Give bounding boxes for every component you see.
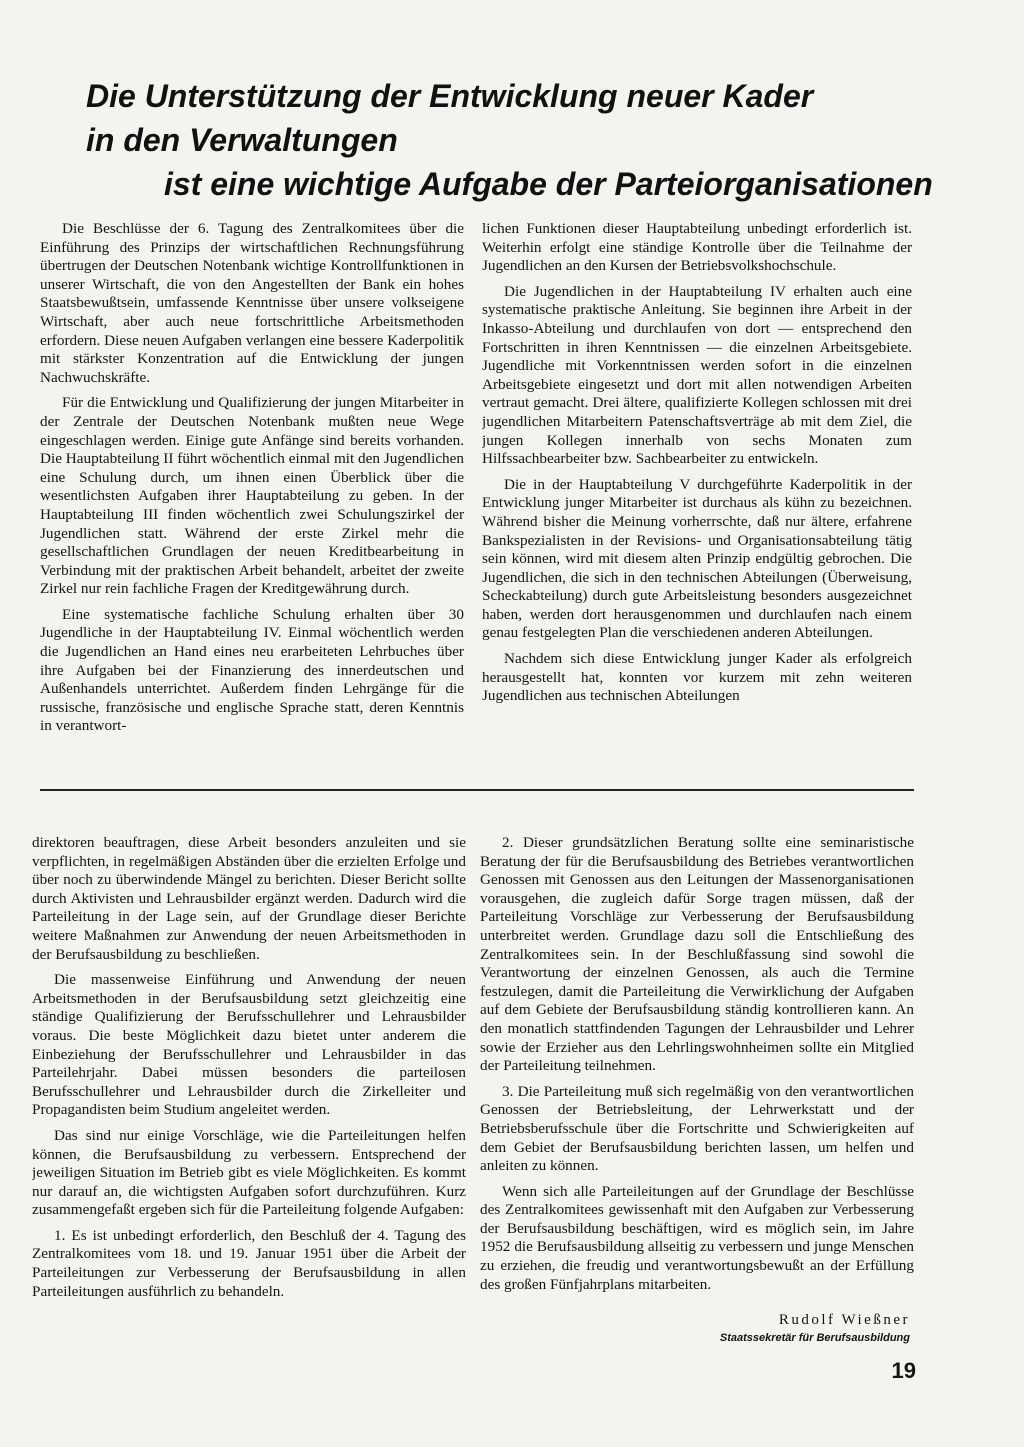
- paragraph-continuation: direktoren beauftragen, diese Arbeit besonders anzuleiten und sie verpflichten, in regelmäßigen Abständen über die erzielten Erfolge und über noch zu überwindende Mängel zu berichten. Dieser Bericht sollte durch Aktivisten und Lehrausbilder ergänzt werden. Dadurch wird die Parteileitung in der Lage sein, auf der Grundlage dieser Berichte weitere Maßnahmen zur Anwendung der neuen Arbeitsmethoden in der Berufsausbildung zu beschließen.: [32, 834, 466, 963]
- top-left-column: [40, 220, 464, 760]
- section-divider: [40, 789, 914, 791]
- headline-line-3: ist eine wichtige Aufgabe der Parteiorganisationen: [164, 166, 933, 202]
- headline-line-2: in den Verwaltungen: [86, 122, 398, 158]
- bottom-left-column: [32, 834, 466, 1354]
- page-number: 19: [891, 1358, 916, 1383]
- top-right-column: [482, 220, 912, 760]
- paragraph: 1. Es ist unbedingt erforderlich, den Beschluß der 4. Tagung des Zentralkomitees vom 18. und 19. Januar 1951 über die Arbeit der Parteileitungen zur Verbesserung der Berufsausbildung in allen Parteileitungen ausführlich zu behandeln.: [32, 1226, 466, 1300]
- headline-line-1: Die Unterstützung der Entwicklung neuer Kader: [86, 78, 814, 114]
- article-headline: [82, 74, 942, 206]
- paragraph: Für die Entwicklung und Qualifizierung der jungen Mitarbeiter in der Zentrale der Deutschen Notenbank mußten neue Wege eingeschlagen werden. Einige gute Anfänge sind bereits vorhanden. Die Hauptabteilung II führt wöchentlich einmal mit den Jugendlichen eine Schulung durch, um ihnen einen Überblick über die wesentlichsten Aufgaben ihrer Hauptabteilung zu geben. In der Hauptabteilung III finden wöchentlich zwei Schulungszirkel der Jugendlichen statt. Während der erste Zirkel mehr die gesellschaftlichen Grundlagen der neuen Kreditbearbeitung in Verbindung mit der praktischen Arbeit behandelt, arbeitet der zweite Zirkel nur rein fachliche Fragen der Kreditgewährung durch.: [40, 394, 464, 598]
- paragraph: 3. Die Parteileitung muß sich regelmäßig von den verantwortlichen Genossen der Betriebsleitung, der Lehrwerkstatt und der Betriebsberufsschule über die Fortschritte und Schwierigkeiten auf dem Gebiet der Berufsausbildung berichten lassen, um helfen und anleiten zu können.: [480, 1082, 914, 1175]
- author-role: Staatssekretär für Berufsausbildung: [719, 1332, 910, 1344]
- author-name: Rudolf Wießner: [778, 1312, 910, 1328]
- paragraph: Nachdem sich diese Entwicklung junger Kader als erfolgreich herausgestellt hat, konnten vor kurzem mit zehn weiteren Jugendlichen aus technischen Abteilungen: [482, 650, 912, 705]
- paragraph: Die Jugendlichen in der Hauptabteilung IV erhalten auch eine systematische praktische Anleitung. Sie beginnen ihre Arbeit in der Inkasso-Abteilung und durchlaufen von dort — entsprechend den Fortschritten in ihren Kenntnissen — die einzelnen Arbeitsgebiete. Jugendliche mit Vorkenntnissen werden sofort in die einzelnen Arbeitsgebiete eingesetzt und dort mit allen notwendigen Arbeiten vertraut gemacht. Drei ältere, qualifizierte Kollegen schlossen mit drei jugendlichen Mitarbeitern Patenschaftsverträge ab mit dem Ziel, die jungen Kollegen innerhalb von sechs Monaten zum Hilfssachbearbeiter bzw. Sachbearbeiter zu entwickeln.: [482, 282, 912, 468]
- paragraph: Die massenweise Einführung und Anwendung der neuen Arbeitsmethoden in der Berufsausbildung setzt gleichzeitig eine ständige Qualifizierung der Berufsschullehrer und Lehrausbilder voraus. Die beste Möglichkeit dazu bietet unter anderem die Einbeziehung der Berufsschullehrer und Lehrausbilder in das Parteilehrjahr. Dabei müssen besonders die parteilosen Berufsschullehrer und Lehrausbilder durch die Zirkelleiter und Propagandisten beim Studium angeleitet werden.: [32, 971, 466, 1119]
- author-signature: [600, 1312, 910, 1344]
- paragraph: Eine systematische fachliche Schulung erhalten über 30 Jugendliche in der Hauptabteilung IV. Einmal wöchentlich werden die Jugendlichen an Hand eines neu erarbeiteten Lehrbuches über ihre Aufgaben bei der Finanzierung des innerdeutschen und Außenhandels unterrichtet. Außerdem finden Lehrgänge für die russische, französische und englische Sprache statt, deren Kenntnis in verantwort-: [40, 605, 464, 735]
- paragraph: 2. Dieser grundsätzlichen Beratung sollte eine seminaristische Beratung der für die Berufsausbildung des Betriebes verantwortlichen Genossen mit Genossen aus den Leitungen der Massenorganisationen vorausgehen, die zugleich dafür Sorge tragen müssen, daß der Parteileitung Vorschläge zur Verbesserung der Berufsausbildung unterbreitet werden. Grundlage dazu soll die Entschließung des Zentralkomitees sein. In der Beschlußfassung sind sowohl die Verantwortung der einzelnen Genossen, als auch die Termine festzulegen, damit die Parteileitung die Verwirklichung der Aufgaben auf dem Gebiete der Berufsausbildung ständig kontrollieren kann. An den monatlich stattfindenden Tagungen der Lehrausbilder und Lehrer sowie der Erzieher aus den Lehrlingswohnheimen sollte ein Mitglied der Parteileitung teilnehmen.: [480, 834, 914, 1075]
- paragraph: Das sind nur einige Vorschläge, wie die Parteileitungen helfen können, die Berufsausbildung zu verbessern. Entsprechend der jeweiligen Situation im Betrieb gibt es viele Möglichkeiten. Es kommt nur darauf an, die wichtigsten Aufgaben sofort durchzuführen. Kurz zusammengefaßt ergeben sich für die Parteileitung folgende Aufgaben:: [32, 1126, 466, 1219]
- paragraph: Wenn sich alle Parteileitungen auf der Grundlage der Beschlüsse des Zentralkomitees gewissenhaft mit den Aufgaben zur Verbesserung der Berufsausbildung beschäftigen, wird es möglich sein, im Jahre 1952 die Berufsausbildung allseitig zu verbessern und junge Menschen zu erziehen, die freudig und verantwortungsbewußt an der Erfüllung des großen Fünfjahrplans mitarbeiten.: [480, 1182, 914, 1293]
- paragraph: Die Beschlüsse der 6. Tagung des Zentralkomitees über die Einführung des Prinzips der wirtschaftlichen Rechnungsführung übertrugen der Deutschen Notenbank wichtige Kontrollfunktionen in unserer Wirtschaft, die von den Angestellten der Bank ein hohes Staatsbewußtsein, umfassende Kenntnisse über unsere volkseigene Wirtschaft, aber auch neue fortschrittliche Arbeitsmethoden erfordern. Diese neuen Aufgaben verlangen eine bessere Kaderpolitik mit stärkster Konzentration auf die Entwicklung der jungen Nachwuchskräfte.: [40, 220, 464, 386]
- bottom-right-column: [480, 834, 914, 1354]
- paragraph-continuation: lichen Funktionen dieser Hauptabteilung unbedingt erforderlich ist. Weiterhin erfolgt eine ständige Kontrolle über die Teilnahme der Jugendlichen an den Kursen der Betriebsvolkshochschule.: [482, 220, 912, 275]
- paragraph: Die in der Hauptabteilung V durchgeführte Kaderpolitik in der Entwicklung junger Mitarbeiter ist durchaus als kühn zu bezeichnen. Während bisher die Meinung vorherrschte, daß nur ältere, erfahrene Bankspezialisten in der Revisions- und Organisationsabteilung tätig sein können, wird mit diesem alten Prinzip endgültig gebrochen. Die Jugendlichen, die sich in den technischen Abteilungen (Überweisung, Scheckabteilung) durch gute Arbeitsleistung besonders ausgezeichnet haben, werden dort herausgenommen und durchlaufen nach einem genau festgelegten Plan die verschiedenen anderen Abteilungen.: [482, 475, 912, 642]
